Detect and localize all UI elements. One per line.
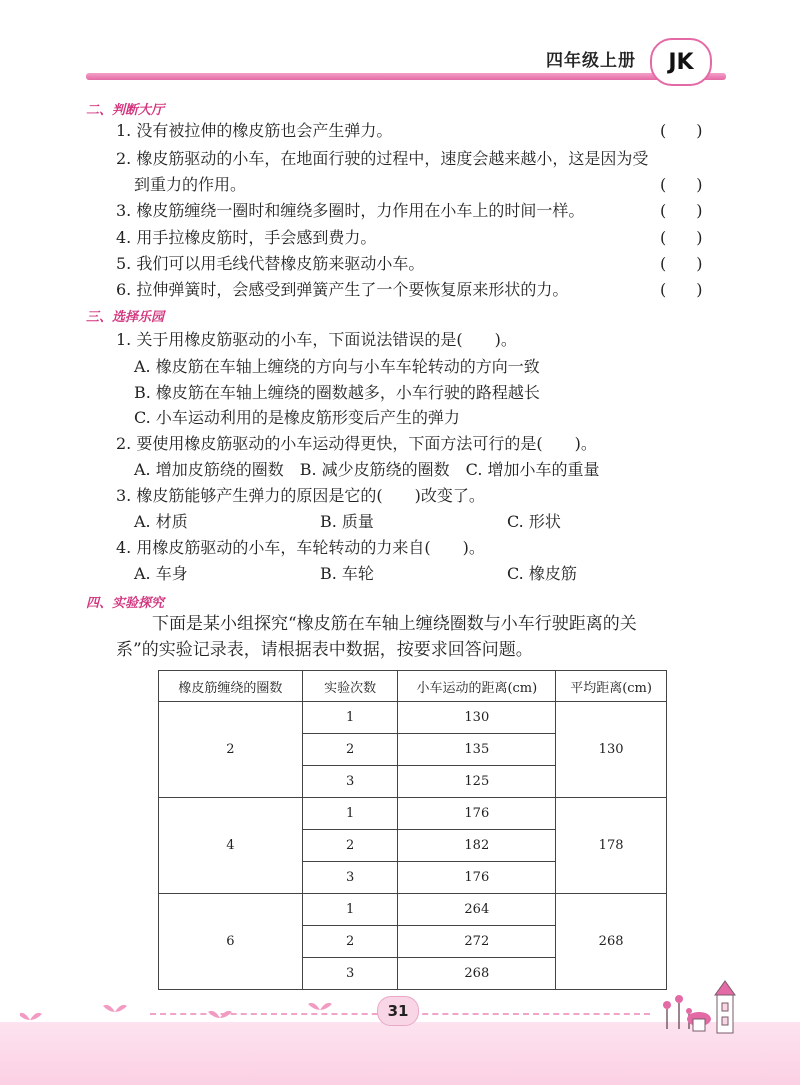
book-title: 四年级上册 — [546, 51, 636, 71]
distance-cell: 268 — [398, 958, 556, 990]
trial-cell: 2 — [302, 734, 398, 766]
experiment-intro-line-1: 下面是某小组探究“橡皮筋在车轴上缠绕圈数与小车行驶距离的关 — [152, 614, 637, 634]
mc-question-2: 2. 要使用橡皮筋驱动的小车运动得更快，下面方法可行的是( )。 — [116, 434, 597, 453]
header-average: 平均距离(cm) — [556, 671, 667, 702]
trial-cell: 3 — [302, 862, 398, 894]
mc-q3-option-b[interactable]: B. 质量 — [320, 512, 374, 531]
header-rule — [86, 73, 726, 80]
tf-question-3: 3. 橡皮筋缠绕一圈时和缠绕多圈时，力作用在小车上的时间一样。 — [116, 201, 585, 220]
trial-cell: 1 — [302, 798, 398, 830]
header-distance: 小车运动的距离(cm) — [398, 671, 556, 702]
average-cell: 178 — [556, 798, 667, 894]
trial-cell: 2 — [302, 830, 398, 862]
answer-paren-4[interactable]: ( ) — [660, 228, 703, 247]
mc-q4-option-b[interactable]: B. 车轮 — [320, 564, 374, 583]
section-title-experiment: 四、实验探究 — [86, 596, 165, 611]
mc-question-1: 1. 关于用橡皮筋驱动的小车，下面说法错误的是( )。 — [116, 330, 517, 349]
table-row — [159, 894, 667, 926]
turns-cell: 4 — [159, 798, 303, 894]
tf-question-4: 4. 用手拉橡皮筋时，手会感到费力。 — [116, 228, 377, 247]
mc-q3-option-c[interactable]: C. 形状 — [507, 512, 561, 531]
answer-paren-5[interactable]: ( ) — [660, 254, 703, 273]
average-cell: 130 — [556, 702, 667, 798]
distance-cell: 125 — [398, 766, 556, 798]
average-cell: 268 — [556, 894, 667, 990]
tf-question-2: 2. 橡皮筋驱动的小车，在地面行驶的过程中，速度会越来越小，这是因为受 — [116, 149, 649, 168]
mc-q1-option-b[interactable]: B. 橡皮筋在车轴上缠绕的圈数越多，小车行驶的路程越长 — [134, 383, 540, 402]
mc-q3-option-a[interactable]: A. 材质 — [134, 512, 188, 531]
answer-paren-1[interactable]: ( ) — [660, 121, 703, 140]
trial-cell: 2 — [302, 926, 398, 958]
header-trials: 实验次数 — [302, 671, 398, 702]
distance-cell: 272 — [398, 926, 556, 958]
mc-question-3: 3. 橡皮筋能够产生弹力的原因是它的( )改变了。 — [116, 486, 485, 505]
distance-cell: 176 — [398, 862, 556, 894]
sprout-decoration-icon — [20, 990, 360, 1030]
mc-q1-option-a[interactable]: A. 橡皮筋在车轴上缠绕的方向与小车车轮转动的方向一致 — [134, 357, 540, 376]
table-header-row — [159, 671, 667, 702]
turns-cell: 2 — [159, 702, 303, 798]
section-title-judgement: 二、判断大厅 — [86, 103, 165, 118]
tower-house-icon — [655, 975, 745, 1050]
distance-cell: 264 — [398, 894, 556, 926]
edition-badge: JK — [650, 38, 712, 86]
answer-paren-6[interactable]: ( ) — [660, 280, 703, 299]
experiment-table — [158, 670, 667, 990]
experiment-intro-line-2: 系”的实验记录表，请根据表中数据，按要求回答问题。 — [116, 640, 533, 660]
header-turns: 橡皮筋缠绕的圈数 — [159, 671, 303, 702]
tf-question-5: 5. 我们可以用毛线代替橡皮筋来驱动小车。 — [116, 254, 425, 273]
tf-question-6: 6. 拉伸弹簧时，会感受到弹簧产生了一个要恢复原来形状的力。 — [116, 280, 569, 299]
turns-cell: 6 — [159, 894, 303, 990]
answer-paren-3[interactable]: ( ) — [660, 201, 703, 220]
answer-paren-2[interactable]: ( ) — [660, 175, 703, 194]
trial-cell: 1 — [302, 894, 398, 926]
mc-q2-options[interactable]: A. 增加皮筋绕的圈数 B. 减少皮筋绕的圈数 C. 增加小车的重量 — [134, 460, 600, 479]
mc-q1-option-c[interactable]: C. 小车运动利用的是橡皮筋形变后产生的弹力 — [134, 408, 460, 427]
trial-cell: 3 — [302, 766, 398, 798]
distance-cell: 176 — [398, 798, 556, 830]
tf-question-1: 1. 没有被拉伸的橡皮筋也会产生弹力。 — [116, 121, 393, 140]
table-row — [159, 702, 667, 734]
table-row — [159, 798, 667, 830]
trial-cell: 1 — [302, 702, 398, 734]
distance-cell: 182 — [398, 830, 556, 862]
section-title-choice: 三、选择乐园 — [86, 310, 165, 325]
trial-cell: 3 — [302, 958, 398, 990]
tf-question-2-cont: 到重力的作用。 — [134, 175, 247, 194]
mc-q4-option-c[interactable]: C. 橡皮筋 — [507, 564, 577, 583]
distance-cell: 135 — [398, 734, 556, 766]
mc-q4-option-a[interactable]: A. 车身 — [134, 564, 188, 583]
mc-question-4: 4. 用橡皮筋驱动的小车，车轮转动的力来自( )。 — [116, 538, 485, 557]
page-number: 31 — [377, 996, 419, 1026]
distance-cell: 130 — [398, 702, 556, 734]
